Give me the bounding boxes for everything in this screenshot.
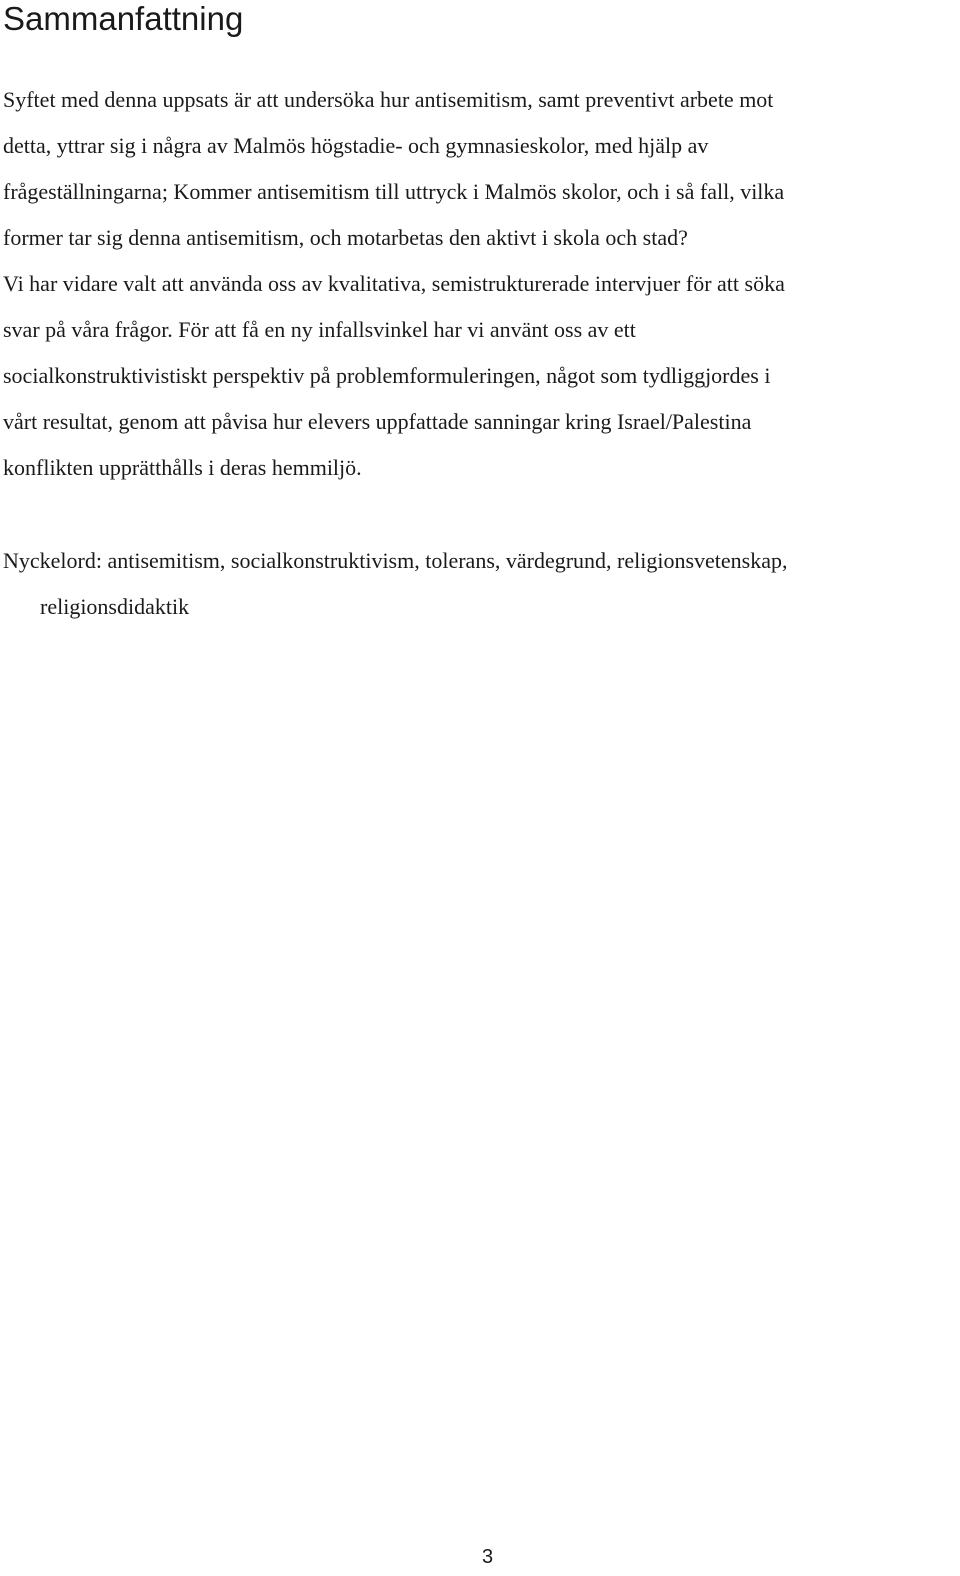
page-number: 3	[482, 1546, 494, 1568]
abstract-line-5: Vi har vidare valt att använda oss av kvalitativa, semistrukturerade intervjuer för att söka	[3, 271, 785, 296]
abstract-line-1: Syftet med denna uppsats är att undersöka hur antisemitism, samt preventivt arbete mot	[3, 87, 774, 112]
abstract-line-2: detta, yttrar sig i några av Malmös högstadie- och gymnasieskolor, med hjälp av	[3, 133, 709, 158]
keywords-line-1: Nyckelord: antisemitism, socialkonstruktivism, tolerans, värdegrund, religionsvetenskap,	[3, 548, 788, 573]
page-title: Sammanfattning	[3, 0, 244, 37]
abstract-line-6: svar på våra frågor. För att få en ny infallsvinkel har vi använt oss av ett	[3, 317, 636, 342]
abstract-line-4: former tar sig denna antisemitism, och motarbetas den aktivt i skola och stad?	[3, 225, 688, 250]
abstract-line-3: frågeställningarna; Kommer antisemitism till uttryck i Malmös skolor, och i så fall, vilka	[3, 179, 785, 204]
abstract-line-9: konflikten upprätthålls i deras hemmiljö.	[3, 455, 362, 480]
abstract-line-8: vårt resultat, genom att påvisa hur elevers uppfattade sanningar kring Israel/Palestina	[3, 409, 752, 434]
abstract-line-7: socialkonstruktivistiskt perspektiv på problemformuleringen, något som tydliggjordes i	[3, 363, 771, 388]
keywords-line-2: religionsdidaktik	[40, 594, 190, 619]
